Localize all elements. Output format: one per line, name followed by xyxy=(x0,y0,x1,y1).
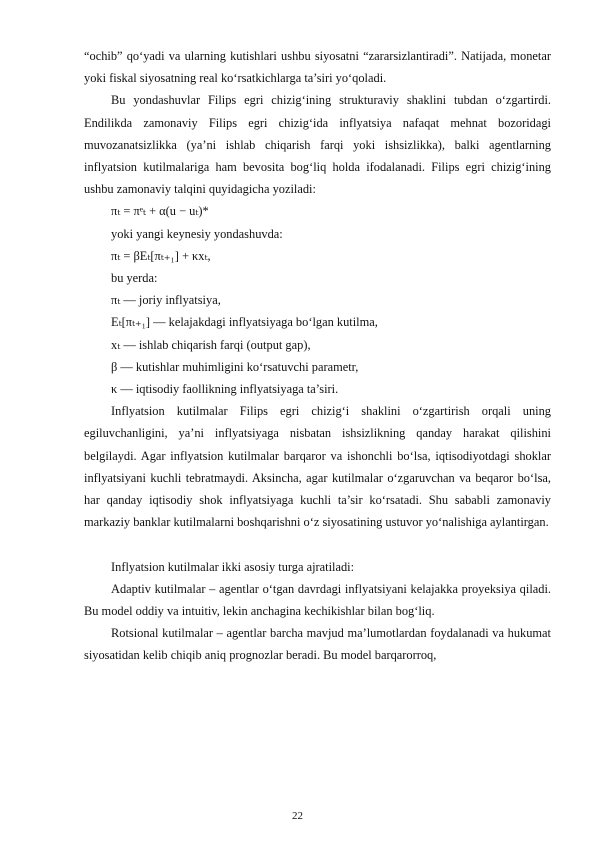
equation-new-keynesian: πₜ = βEₜ[πₜ₊₁] + κxₜ, xyxy=(111,248,211,263)
blank-line xyxy=(84,533,551,555)
equation-expectations-phillips: πₜ = πᵉₜ + α(u − uₜ)* xyxy=(111,204,209,219)
paragraph-expectations-role: Inflyatsion kutilmalar Filips egri chizig‘i shaklini o‘zgartirish orqali uning egiluvchanligini, ya’ni inflyatsiyaga nisbatan ishsizlikning qanday harakat qilishini belgilaydi. Agar inflyatsion kutilmalar barqaror va ishonchli bo‘lsa, iqtisodiyotdagi shoklar inflyatsiyani kuchli tebratmaydi. Aksincha, agar kutilmalar o‘zgaruvchan va beqaror bo‘lsa, har qanday iqtisodiy shok inflyatsiyaga kuchli ta’sir ko‘rsatadi. Shu sababli zamonaviy markaziy banklar kutilmalarni boshqarishni o‘z siyosatining ustuvor yo‘nalishiga aylantirgan. xyxy=(84,404,551,530)
paragraph-phillips-intro: Bu yondashuvlar Filips egri chizig‘ining strukturaviy shaklini tubdan o‘zgartirdi. Endilikda zamonaviy Filips egri chizig‘ida inflyatsiya nafaqat mehnat bozoridagi muvozanatsizlikka (ya’ni ishlab chiqarish farqi yoki ishsizlikka), balki agentlarning inflyatsion kutilmalariga ham bevosita bog‘liq holda ifodalanadi. Filips egri chizig‘ining ushbu zamonaviy talqini quyidagicha yoziladi: xyxy=(84,93,551,197)
definition-expectation: Eₜ[πₜ₊₁] — kelajakdagi inflyatsiyaga bo‘lgan kutilma, xyxy=(111,315,378,330)
paragraph-adaptive: Adaptiv kutilmalar – agentlar o‘tgan davrdagi inflyatsiyani kelajakka proyeksiya qiladi. Bu model oddiy va intuitiv, lekin anchagina kechikishlar bilan bog‘liq. xyxy=(84,581,551,619)
paragraph-keynesian-intro: yoki yangi keynesiy yondashuvda: xyxy=(111,226,283,241)
paragraph-where: bu yerda: xyxy=(111,271,158,286)
paragraph-types-intro: Inflyatsion kutilmalar ikki asosiy turga ajratiladi: xyxy=(111,559,355,574)
page-number: 22 xyxy=(292,810,303,822)
paragraph-rational: Rotsional kutilmalar – agentlar barcha mavjud ma’lumotlardan foydalanadi va hukumat siyosatidan kelib chiqib aniq prognozlar beradi. Bu model barqarorroq, xyxy=(84,626,551,663)
body-text xyxy=(84,45,551,667)
definition-kappa: κ — iqtisodiy faollikning inflyatsiyaga ta’siri. xyxy=(111,382,339,397)
definition-inflation: πₜ — joriy inflyatsiya, xyxy=(111,293,221,308)
paragraph-continuation: “ochib” qo‘yadi va ularning kutishlari ushbu siyosatni “zararsizlantiradi”. Natijada, monetar yoki fiskal siyosatning real ko‘rsatkichlarga ta’siri yo‘qoladi. xyxy=(84,49,551,86)
definition-beta: β — kutishlar muhimligini ko‘rsatuvchi parametr, xyxy=(111,359,359,374)
definition-output-gap: xₜ — ishlab chiqarish farqi (output gap), xyxy=(111,337,311,352)
